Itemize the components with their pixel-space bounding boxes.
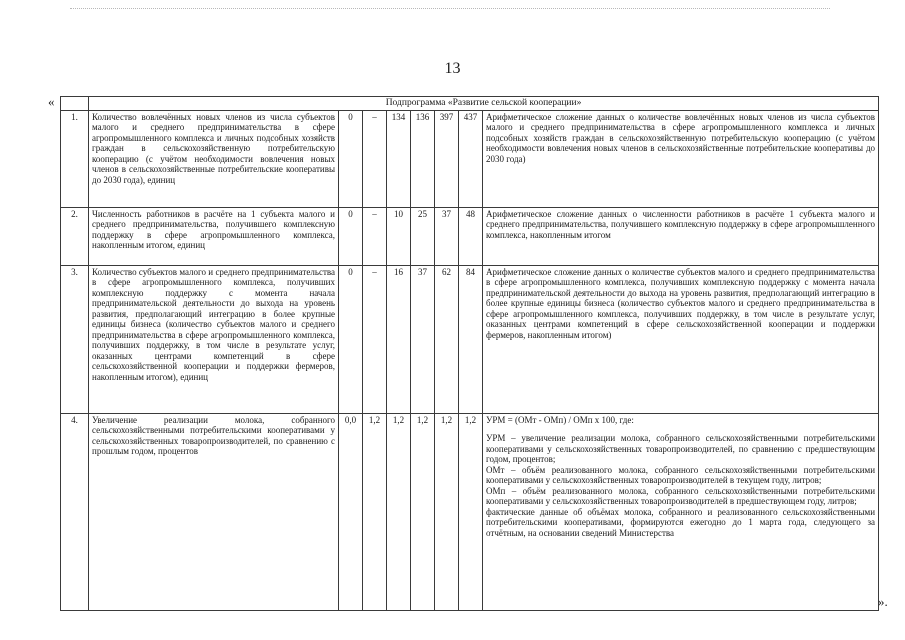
indicator-value: 1,2 [435, 413, 459, 610]
calculation-method: Арифметическое сложение данных о количестве вовлечённых новых членов из числа субъектов малого и среднего предпринимательства в сфере агропромышленного комплекса и личных подсобных хозяйств граждан в сельскохозяйственную потребительскую кооперацию (с учётом необходимости вовлечения новых членов в сельскохозяйственные потребительские кооперативы до 2030 года) [483, 110, 879, 207]
calculation-method: Арифметическое сложение данных о численности работников в расчёте 1 субъекта малого и среднего предпринимательства, получившего комплексную поддержку в сфере агропромышленного комплекса, накопленным итогом [483, 207, 879, 265]
indicator-value: 134 [387, 110, 411, 207]
indicator-value: 1,2 [363, 413, 387, 610]
table-row [61, 207, 879, 265]
table-row [61, 413, 879, 610]
indicator-value: 84 [459, 265, 483, 413]
row-number: 2. [61, 207, 89, 265]
indicator-value: 48 [459, 207, 483, 265]
scan-artifact-line [70, 8, 830, 9]
indicators-table [60, 96, 879, 611]
subheader-empty-cell [61, 97, 89, 111]
page-number: 13 [444, 60, 461, 77]
indicator-value: 10 [387, 207, 411, 265]
formula: УРМ = (ОМт - ОМп) / ОМп х 100, где: [486, 414, 634, 425]
indicator-name: Численность работников в расчёте на 1 субъекта малого и среднего предпринимательства, получившего комплексную поддержку в сфере агропромышленного комплекса, накопленным итогом, единиц [89, 207, 339, 265]
calculation-method [483, 413, 879, 610]
indicator-value: 136 [411, 110, 435, 207]
indicator-value: 1,2 [459, 413, 483, 610]
indicator-value: – [363, 207, 387, 265]
indicator-name: Количество субъектов малого и среднего предпринимательства в сфере агропромышленного комплекса, получивших комплексную поддержку с момента начала предпринимательской деятельности до выхода на уровень развития, предполагающий интеграцию в более крупные единицы бизнеса (количество субъектов малого и среднего предпринимательства в сфере агропромышленного комплекса, получивших поддержку, в том числе в результате услуг, оказанных центрами компетенций в сфере сельскохозяйственной кооперации и поддержки фермеров, накопленным итогом), единиц [89, 265, 339, 413]
indicator-value: 1,2 [387, 413, 411, 610]
opening-quote: « [48, 94, 55, 109]
table-row [61, 110, 879, 207]
indicator-value: – [363, 110, 387, 207]
indicator-value: 37 [411, 265, 435, 413]
row-number: 4. [61, 413, 89, 610]
table-row [61, 265, 879, 413]
indicator-value: 16 [387, 265, 411, 413]
indicator-value: 0 [339, 207, 363, 265]
indicator-value: 1,2 [411, 413, 435, 610]
indicator-value: – [363, 265, 387, 413]
formula-term: ОМп – объём реализованного молока, собранного сельскохозяйственными потребительскими кооперативами у сельскохозяйственных товаропроизводителей в предшествующем году, литров; [486, 485, 876, 506]
formula-term: УРМ – увеличение реализации молока, собранного сельскохозяйственными потребительскими кооперативами у сельскохозяйственных товаропроизводителей, по сравнению с предшествующим годом, процентов; [486, 433, 876, 464]
subprogram-title: Подпрограмма «Развитие сельской кооперации» [89, 97, 879, 111]
row-number: 3. [61, 265, 89, 413]
indicator-name: Увеличение реализации молока, собранного сельскохозяйственными потребительскими кооперативами у сельскохозяйственных товаропроизводителей, по сравнению с прошлым годом, процентов [89, 413, 339, 610]
subheader-row [61, 97, 879, 111]
formula-term: ОМт – объём реализованного молока, собранного сельскохозяйственными потребительскими кооперативами у сельскохозяйственных товаропроизводителей в текущем году, литров; [486, 464, 876, 485]
indicator-name: Количество вовлечённых новых членов из числа субъектов малого и среднего предпринимательства в сфере агропромышленного комплекса и личных подсобных хозяйств граждан в сельскохозяйственную потребительскую кооперацию (с учётом необходимости вовлечения новых членов в сельскохозяйственные потребительские кооперативы до 2030 года), единиц [89, 110, 339, 207]
indicator-value: 437 [459, 110, 483, 207]
formula-note: фактические данные об объёмах молока, собранного и реализованного сельскохозяйственными потребительскими кооперативами, формируются ежегодно до 1 марта года, следующего за отчётным, на основании сведений Министерства [486, 506, 876, 538]
indicator-value: 0 [339, 265, 363, 413]
calculation-method: Арифметическое сложение данных о количестве субъектов малого и среднего предпринимательства в сфере агропромышленного комплекса, получивших комплексную поддержку с момента начала предпринимательской деятельности до выхода на уровень развития, предполагающий интеграцию в более крупные единицы бизнеса (количество субъектов малого и среднего предпринимательства в сфере агропромышленного комплекса, получивших поддержку, в том числе в результате услуг, оказанных центрами компетенций в сфере сельскохозяйственной кооперации и поддержки фермеров, накопленным итогом) [483, 265, 879, 413]
indicator-value: 397 [435, 110, 459, 207]
indicator-value: 62 [435, 265, 459, 413]
indicator-value: 0,0 [339, 413, 363, 610]
indicator-value: 0 [339, 110, 363, 207]
indicator-value: 37 [435, 207, 459, 265]
indicator-value: 25 [411, 207, 435, 265]
row-number: 1. [61, 110, 89, 207]
closing-quote: ». [878, 594, 888, 609]
